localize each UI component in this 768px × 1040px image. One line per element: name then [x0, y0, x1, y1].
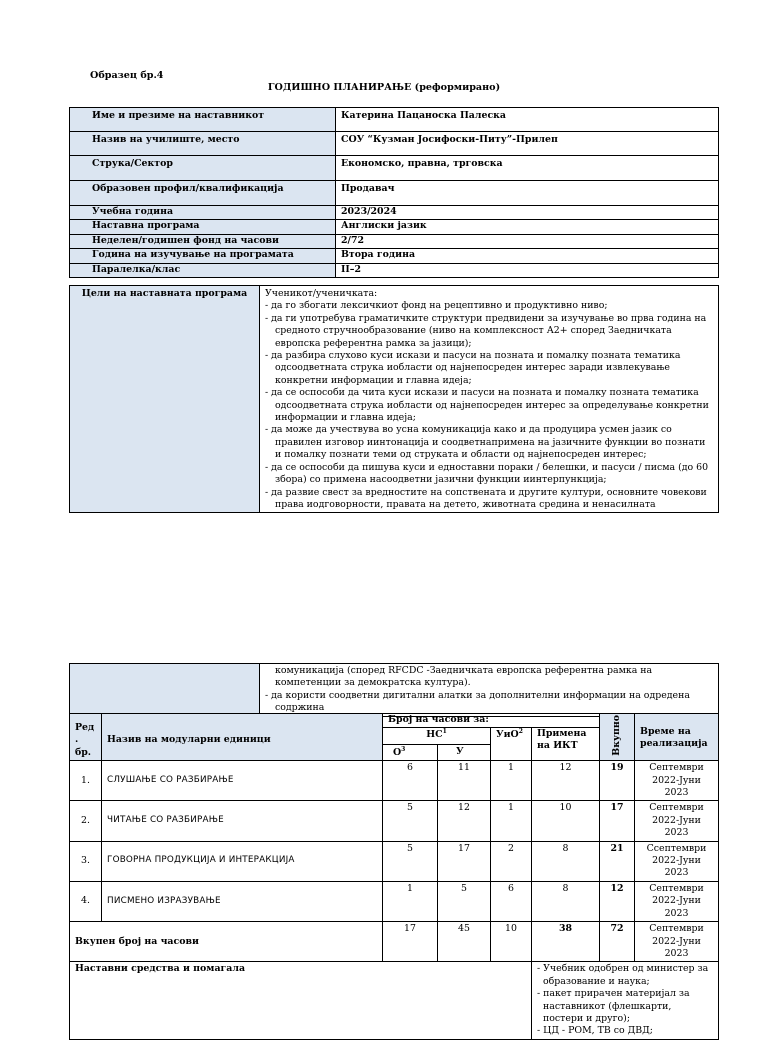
resource-item: - Учебник одобрен од министер за образование и наука; [537, 963, 709, 987]
totals-total: 72 [600, 922, 635, 962]
info-value: II–2 [336, 263, 719, 277]
module-ikt: 8 [532, 841, 600, 881]
module-u: 11 [438, 761, 491, 801]
info-row [70, 234, 719, 248]
header-name: Назив на модуларни единици [102, 714, 383, 761]
module-row [70, 841, 719, 881]
info-value: Англиски јазик [336, 220, 719, 234]
module-total: 17 [600, 801, 635, 841]
header-ns: $НС^1$ [383, 728, 491, 745]
module-uio: 6 [491, 881, 532, 921]
module-row [70, 761, 719, 801]
module-o: 1 [383, 881, 438, 921]
goals-label-cont [70, 664, 260, 717]
module-u: 12 [438, 801, 491, 841]
module-num: 2. [70, 801, 102, 841]
goal-item: - да развие свест за вредностите на сопствената и другите култури, основните човекови права иодговорности, правата на детето, животната средина и ненасилната [265, 486, 707, 510]
totals-row [70, 922, 719, 962]
totals-u: 45 [438, 922, 491, 962]
module-total: 21 [600, 841, 635, 881]
info-row [70, 249, 719, 263]
info-label: Учебна година [70, 206, 336, 220]
totals-ikt: 38 [532, 922, 600, 962]
form-number: Образец бр.4 [90, 70, 164, 81]
info-label: Година на изучување на програмата [70, 249, 336, 263]
info-value: Економско, правна, трговска [336, 156, 719, 181]
header-time: Време на реализација [635, 714, 719, 761]
module-ikt: 12 [532, 761, 600, 801]
module-o: 5 [383, 801, 438, 841]
module-time: Септември 2022-Јуни 2023 [635, 881, 719, 921]
goal-item: - да може да учествува во усна комуникација како и да продуцира усмен јазик со правилен изговор иинтонација и соодветнапримена на јазичните функции во познати и помалку познати теми од струката и области од најнепосреден интерес; [265, 424, 706, 461]
goal-item: - да се оспособи да пишува куси и едноставни пораки / белешки, и пасуси / писма (до 60 зборa) со примена насоодветни јазични функции иинтерпункција; [265, 461, 709, 486]
totals-uio: 10 [491, 922, 532, 962]
info-label: Паралелка/клас [70, 263, 336, 277]
page-title: ГОДИШНО ПЛАНИРАЊЕ (реформирано) [267, 82, 501, 93]
info-row [70, 206, 719, 220]
info-row [70, 156, 719, 181]
module-total: 19 [600, 761, 635, 801]
module-name: СЛУШАЊЕ СО РАЗБИРАЊЕ [102, 761, 383, 801]
header-num: Ред . бр. [70, 714, 102, 761]
info-value: 2/72 [336, 234, 719, 248]
header-uio: УиО$^2$ [491, 728, 532, 761]
goals-label: Цели на наставната програма [70, 286, 260, 513]
totals-time: Септември 2022-Јуни 2023 [635, 922, 719, 962]
module-table [69, 713, 719, 1040]
module-uio: 1 [491, 801, 532, 841]
info-label: Име и презиме на наставникот [70, 108, 336, 132]
info-row [70, 108, 719, 132]
module-header-row-1 [70, 714, 719, 728]
header-total: Вкупно [600, 714, 635, 761]
module-num: 4. [70, 881, 102, 921]
module-num: 3. [70, 841, 102, 881]
info-table [69, 107, 719, 278]
module-name: ПИСМЕНО ИЗРАЗУВАЊЕ [102, 881, 383, 921]
module-o: 5 [383, 841, 438, 881]
resources-label: Наставни средства и помагала [70, 962, 532, 1039]
module-name: ГОВОРНА ПРОДУКЦИЈА И ИНТЕРАКЦИЈА [102, 841, 383, 881]
info-row [70, 220, 719, 234]
totals-o: 17 [383, 922, 438, 962]
info-row [70, 181, 719, 206]
header-ikt: Примена на ИКТ [532, 728, 600, 761]
module-time: Септември 2022-Јуни 2023 [635, 761, 719, 801]
header-hours: Број на часови за: [383, 714, 600, 728]
info-value: Продавач [336, 181, 719, 206]
info-label: Наставна програма [70, 220, 336, 234]
module-total: 12 [600, 881, 635, 921]
goal-item: - да го збогати лексичкиот фонд на рецептивно и продуктивно ниво; [265, 300, 608, 312]
totals-label: Вкупен број на часови [70, 922, 383, 962]
goal-item: - да ги употребува граматичките структури предвидени за изучување во прва година на средното стручнообразование (ниво на комплексност А2+ според Заедничката европска референтна рамка за јазици); [265, 312, 707, 349]
info-value: Втора година [336, 249, 719, 263]
resources-row [70, 962, 719, 1039]
header-o: $О^3$ [383, 744, 438, 761]
module-row [70, 881, 719, 921]
goals-table [69, 285, 719, 513]
module-name: ЧИТАЊЕ СО РАЗБИРАЊЕ [102, 801, 383, 841]
module-uio: 2 [491, 841, 532, 881]
module-u: 17 [438, 841, 491, 881]
goals-continuation [260, 664, 719, 717]
info-label: Неделен/годишен фонд на часови [70, 234, 336, 248]
goals-list [265, 300, 713, 511]
info-label: Образовен профил/квалификација [70, 181, 336, 206]
goals-continuation-table [69, 663, 719, 717]
goal-continuation-item: - да користи соодветни дигитални алатки за дополнителни информации на одредена содржина [265, 689, 690, 714]
info-value: Катерина Пацаноска Палеска [336, 108, 719, 132]
module-uio: 1 [491, 761, 532, 801]
module-ikt: 8 [532, 881, 600, 921]
goals-content [260, 286, 719, 513]
info-row [70, 263, 719, 277]
module-num: 1. [70, 761, 102, 801]
resources-list [532, 962, 719, 1039]
module-row [70, 801, 719, 841]
info-value: 2023/2024 [336, 206, 719, 220]
goal-continuation-item: комуникација (според RFCDC -Заедничката европска референтна рамка на компетенции за демократска култура). [275, 665, 653, 689]
info-row [70, 132, 719, 156]
module-time: Септември 2022-Јуни 2023 [635, 801, 719, 841]
info-label: Назив на училиште, место [70, 132, 336, 156]
header-u: У [438, 744, 491, 761]
info-value: СОУ “Кузман Јосифоски-Питу”-Прилеп [336, 132, 719, 156]
module-u: 5 [438, 881, 491, 921]
info-label: Струка/Сектор [70, 156, 336, 181]
module-time: Ссептември 2022-Јуни 2023 [635, 841, 719, 881]
resource-item: - пакет прирачен материјал за наставникот (флешкарти, постери и друго); [537, 988, 690, 1024]
module-ikt: 10 [532, 801, 600, 841]
goal-item: - да разбира слухово куси искази и пасуси на позната и помалку позната тематика одсоодветната струка иобласти од најнепосреден интерес заради извлекување конкретни информации и главна идеја; [265, 350, 681, 386]
goal-item: - да се оспособи да чита куси искази и пасуси на позната и помалку позната тематика одсоодветната струка иобласти од најнепосреден интерес за определување конкретни информации и главна идеја; [265, 387, 709, 424]
goals-intro: Ученикот/ученичката: [265, 288, 378, 299]
resource-item: - ЦД - РОМ, ТВ со ДВД; [537, 1025, 653, 1037]
module-o: 6 [383, 761, 438, 801]
